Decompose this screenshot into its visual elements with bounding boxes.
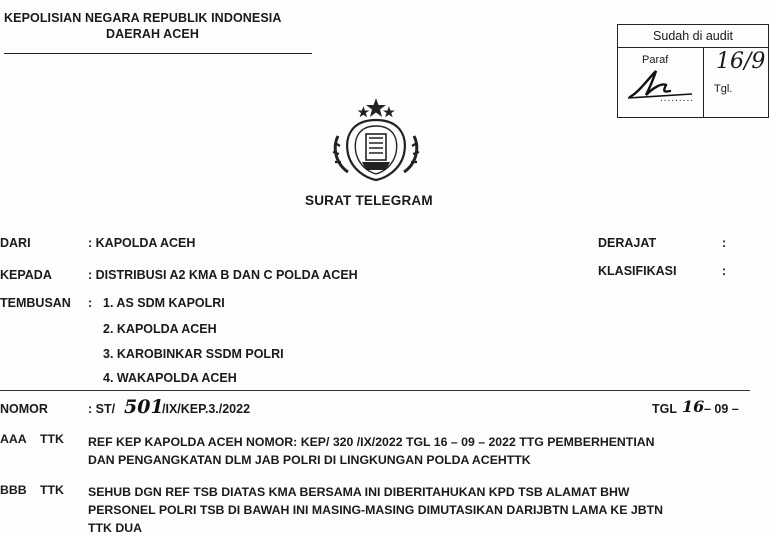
paragraph-ttk: TTK [40,432,64,446]
nomor-tgl-rest: – 09 – [704,402,739,416]
kepada-value: : DISTRIBUSI A2 KMA B DAN C POLDA ACEH [88,268,358,282]
paragraph-code: BBB [0,483,27,497]
tgl-label: Tgl. [714,83,733,95]
police-emblem-icon [326,96,426,182]
paraf-label: Paraf [642,54,669,66]
paragraph-ttk: TTK [40,483,64,497]
audit-title: Sudah di audit [618,25,768,48]
audit-divider [703,47,704,117]
tembusan-item: 1. AS SDM KAPOLRI [103,296,225,310]
klasifikasi-colon: : [722,264,727,278]
dari-value: : KAPOLDA ACEH [88,236,196,250]
paragraph-line: SEHUB DGN REF TSB DIATAS KMA BERSAMA INI DIBERITAHUKAN KPD TSB ALAMAT BHW [88,485,630,499]
nomor-number-handwritten: 501 [124,396,164,418]
nomor-tgl-day-handwritten: 16 [682,397,705,416]
nomor-suffix: /IX/KEP.3./2022 [162,402,251,416]
paragraph-line: TTK DUA [88,521,142,535]
dari-label: DARI [0,236,31,250]
paragraph-line: PERSONEL POLRI TSB DI BAWAH INI MASING-MASING DIMUTASIKAN DARIJBTN LAMA KE JBTN [88,503,664,517]
derajat-colon: : [722,236,727,250]
nomor-prefix: : ST/ [88,402,116,416]
paraf-dots: ......... [660,93,695,104]
paragraph-line: DAN PENGANGKATAN DLM JAB POLRI DI LINGKUNGAN POLDA ACEHTTK [88,453,531,467]
agency-region: DAERAH ACEH [106,27,200,41]
audit-date-handwritten: 16/9 [716,49,766,74]
derajat-label: DERAJAT [598,236,657,250]
separator-line [0,390,750,391]
tembusan-item: 4. WAKAPOLDA ACEH [103,371,237,385]
tembusan-item: 2. KAPOLDA ACEH [103,322,217,336]
paragraph-line: REF KEP KAPOLDA ACEH NOMOR: KEP/ 320 /IX/2022 TGL 16 – 09 – 2022 TTG PEMBERHENTIAN [88,435,655,449]
paragraph-code: AAA [0,432,27,446]
kepada-label: KEPADA [0,268,52,282]
audit-stamp [617,24,769,118]
header-underline [4,53,312,54]
tembusan-item: 3. KAROBINKAR SSDM POLRI [103,347,284,361]
tembusan-colon: : [88,296,93,310]
document-title: SURAT TELEGRAM [305,193,433,208]
nomor-label: NOMOR [0,402,48,416]
nomor-tgl-label: TGL [652,402,677,416]
agency-name: KEPOLISIAN NEGARA REPUBLIK INDONESIA [4,11,282,25]
tembusan-label: TEMBUSAN [0,296,71,310]
klasifikasi-label: KLASIFIKASI [598,264,677,278]
